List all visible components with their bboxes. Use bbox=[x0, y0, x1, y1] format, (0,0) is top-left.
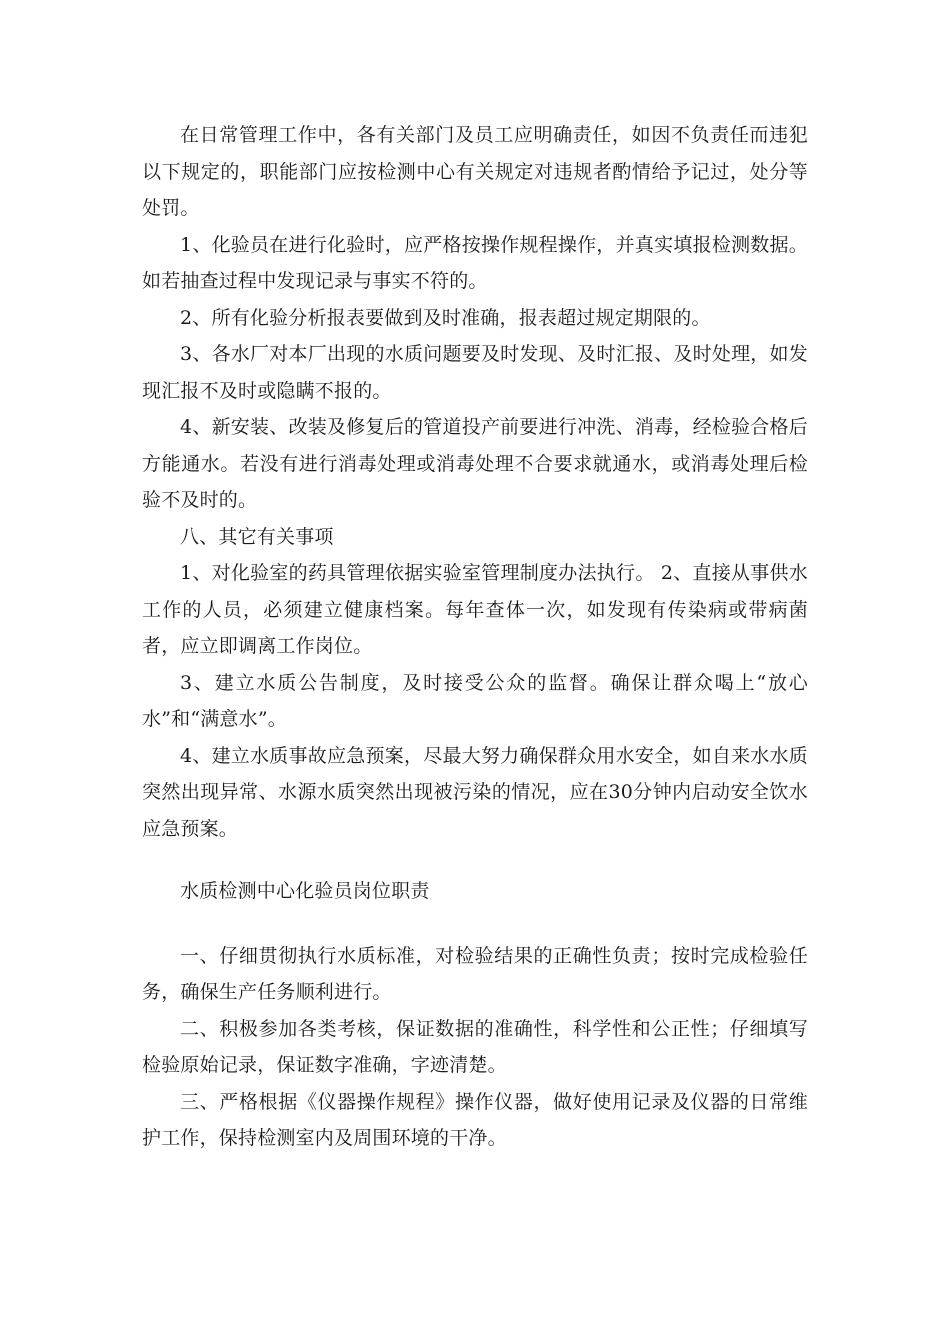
item-4-paragraph: 4、建立水质事故应急预案，尽最大努力确保群众用水安全，如自来水水质突然出现异常、水源水质突然出现被污染的情况，应在30分钟内启动安全饮水应急预案。 bbox=[142, 744, 808, 840]
rule-1-paragraph: 1、化验员在进行化验时，应严格按操作规程操作，并真实填报检测数据。如若抽查过程中发现记录与事实不符的。 bbox=[142, 233, 808, 292]
duty-2-paragraph: 二、积极参加各类考核，保证数据的准确性，科学性和公正性；仔细填写检验原始记录，保证数字准确，字迹清楚。 bbox=[142, 1017, 808, 1076]
item-3-paragraph: 3、建立水质公告制度，及时接受公众的监督。确保让群众喝上“放心水”和“满意水”。 bbox=[142, 671, 808, 730]
section-title: 水质检测中心化验员岗位职责 bbox=[180, 880, 430, 902]
section-8-heading: 八、其它有关事项 bbox=[180, 525, 334, 548]
rule-3-paragraph: 3、各水厂对本厂出现的水质问题要及时发现、及时汇报、及时处理，如发现汇报不及时或隐瞒不报的。 bbox=[142, 343, 808, 402]
duty-1-paragraph: 一、仔细贯彻执行水质标准，对检验结果的正确性负责；按时完成检验任务，确保生产任务顺利进行。 bbox=[142, 944, 808, 1003]
intro-paragraph: 在日常管理工作中，各有关部门及员工应明确责任，如因不负责任而违犯以下规定的，职能部门应按检测中心有关规定对违规者酌情给予记过，处分等处罚。 bbox=[142, 124, 808, 219]
rule-4-paragraph: 4、新安装、改装及修复后的管道投产前要进行冲洗、消毒，经检验合格后方能通水。若没有进行消毒处理或消毒处理不合要求就通水，或消毒处理后检验不及时的。 bbox=[142, 416, 808, 511]
item-1-2-paragraph: 1、对化验室的药具管理依据实验室管理制度办法执行。 2、直接从事供水工作的人员，必须建立健康档案。每年查体一次，如发现有传染病或带病菌者，应立即调离工作岗位。 bbox=[142, 562, 808, 657]
duty-3-paragraph: 三、严格根据《仪器操作规程》操作仪器，做好使用记录及仪器的日常维护工作，保持检测室内及周围环境的干净。 bbox=[142, 1090, 808, 1149]
document-page bbox=[142, 117, 808, 1157]
rule-2-paragraph: 2、所有化验分析报表要做到及时准确，报表超过规定期限的。 bbox=[180, 306, 711, 329]
